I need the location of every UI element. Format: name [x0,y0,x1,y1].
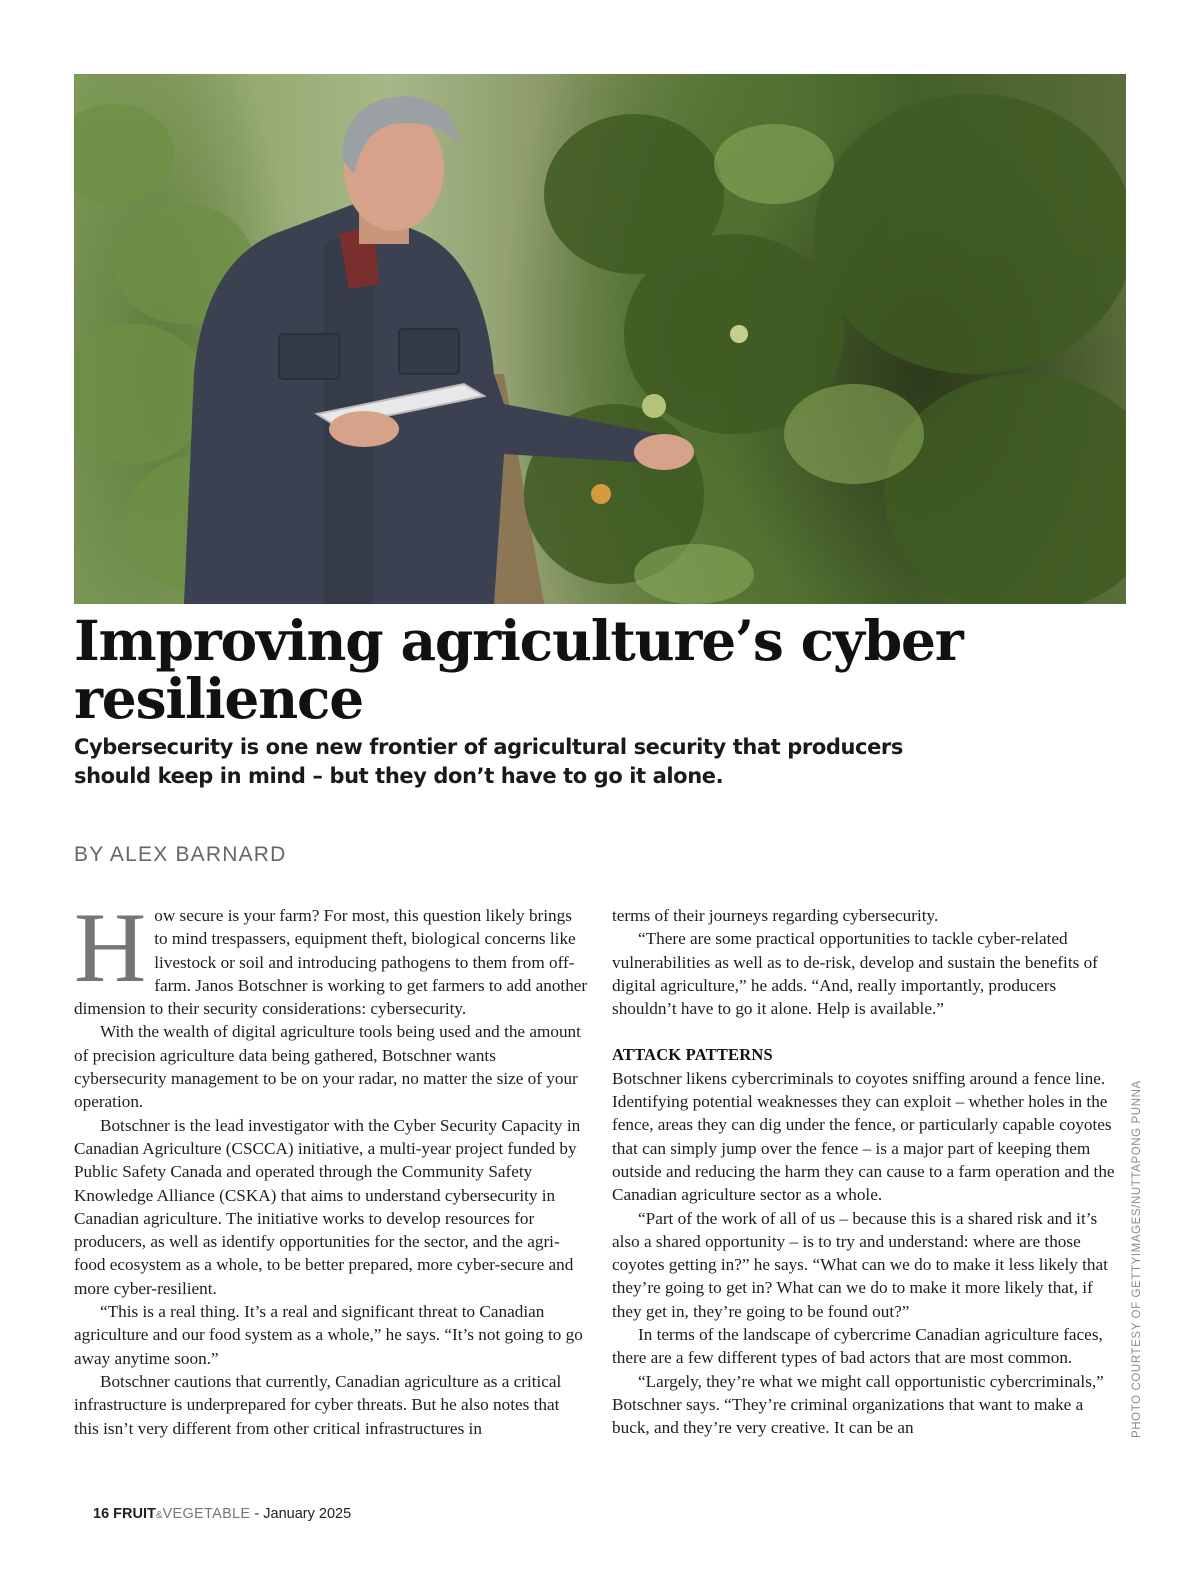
magazine-name: FRUIT [113,1506,156,1522]
paragraph: “There are some practical opportunities to tackle cyber-related vulnerabilities as well as to de-risk, develop and sustain the benefits of digital agriculture,” he adds. “And, really importantly, producers shouldn’t have to go it alone. Help is available.” [612,929,1098,1019]
paragraph: In terms of the landscape of cybercrime Canadian agriculture faces, there are a few different types of bad actors that are most common. [612,1325,1103,1368]
paragraph: With the wealth of digital agriculture tools being used and the amount of precision agriculture data being gathered, Botschner wants cybersecurity management to be on your radar, no matter the size of your operation. [74,1022,581,1112]
paragraph: Botschner likens cybercriminals to coyotes sniffing around a fence line. Identifying potential weaknesses they can exploit – whether holes in the fence, areas they can dig under the fence, or particularly capable coyotes that can simply jump over the fence – is a major part of keeping them outside and reducing the harm they can cause to a farm operation and the Canadian agriculture sector as a whole. [612,1068,1115,1205]
paragraph: Botschner is the lead investigator with the Cyber Security Capacity in Canadian Agriculture (CSCCA) initiative, a multi-year project funded by Public Safety Canada and operated through the Community Safety Knowledge Alliance (CSKA) that aims to understand cybersecurity in Canadian agriculture. The initiative works to develop resources for producers, as well as identify opportunities for the sector, and the agri-food ecosystem as a whole, to be better prepared, more cyber-secure and more cyber-resilient. [74,1115,581,1298]
photo-credit: PHOTO COURTESY OF GETTYIMAGES/NUTTAPONG PUNNA [1131,1080,1143,1438]
article-title: Improving agriculture’s cyber resilience [74,608,963,731]
magazine-name-second: VEGETABLE [162,1506,251,1522]
paragraph: Botschner cautions that currently, Canadian agriculture as a critical infrastructure is underprepared for cyber threats. But he also notes that this isn’t very different from other critical infrastructures in [74,1371,562,1438]
section-subhead: ATTACK PATTERNS [612,1045,773,1065]
magazine-ampersand: & [155,1510,163,1521]
hero-photo [74,74,1126,604]
paragraph: terms of their journeys regarding cybersecurity. [612,906,939,925]
paragraph: “Largely, they’re what we might call opportunistic cybercriminals,” Botschner says. “They’re criminal organizations that want to make a buck, and they’re very creative. It can be an [612,1371,1104,1438]
page-number: 16 [93,1506,110,1522]
issue-date: - January 2025 [250,1506,352,1522]
hero-illustration [74,74,1126,604]
body-column-right [612,904,1120,1460]
paragraph: “This is a real thing. It’s a real and significant threat to Canadian agriculture and our food system as a whole,” he says. “It’s not going to go away anytime soon.” [74,1302,583,1368]
article-deck: Cybersecurity is one new frontier of agricultural security that producers should keep in mind – but they don’t have to go it alone. [74,735,903,788]
paragraph: “Part of the work of all of us – because this is a shared risk and it’s also a shared opportunity – is to try and understand: where are those coyotes getting in?” he says. “What can we do to make it less likely that they’re going to get in? What can we do to make it more likely that, if they get in, they’re going to be found out?” [612,1208,1108,1321]
body-column-left [74,904,588,1460]
drop-cap: H [74,904,147,1003]
paragraph: How secure is your farm? For most, this question likely brings to mind trespassers, equipment theft, biological concerns like livestock or soil and introducing pathogens to them from off-farm. Janos Botschner is working to get farmers to add another dimension to their security considerations: cybersecurity. [74,904,588,1019]
byline: BY ALEX BARNARD [74,843,287,866]
page-footer [93,1506,351,1522]
